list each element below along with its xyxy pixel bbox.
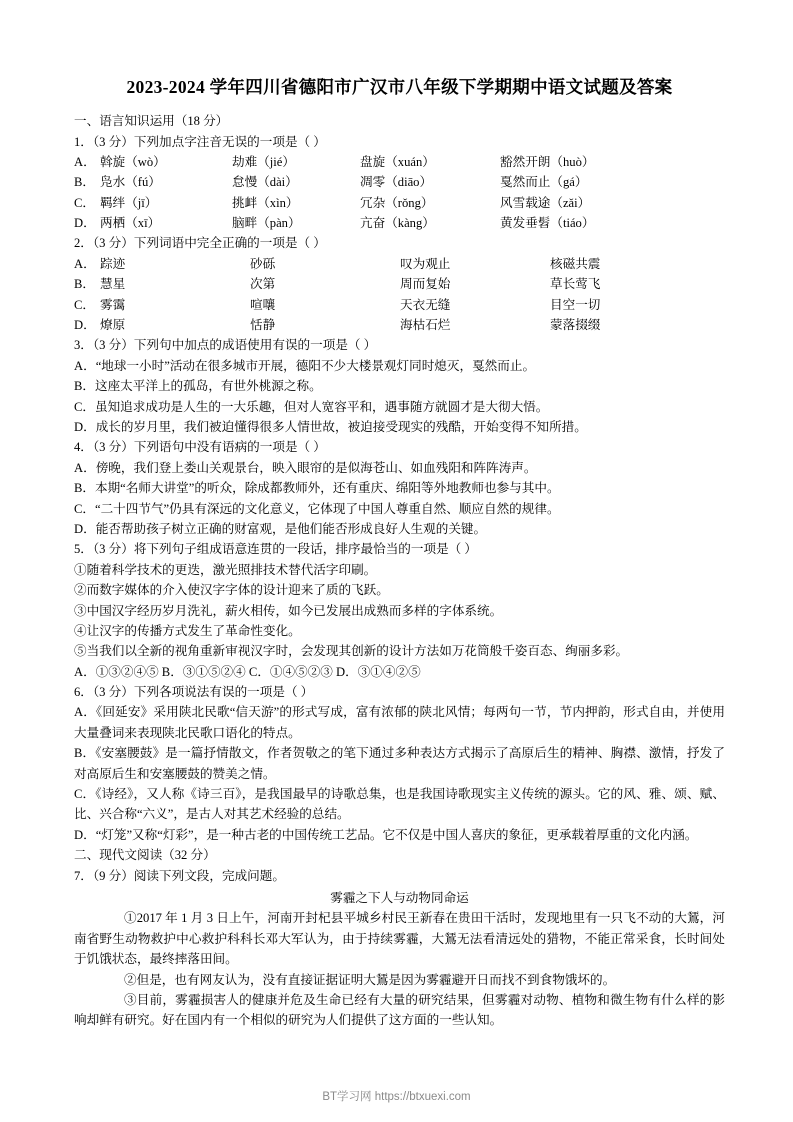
question-1-option-c: C． 羁绊（jī） 挑衅（xìn） 冗杂（rǒng） 风雪载途（zǎi） [74, 195, 591, 210]
question-5-item-3: ③中国汉字经历岁月洗礼，薪火相传，如今已发展出成熟而多样的字体系统。 [74, 603, 503, 618]
question-6-stem: 6．（3 分）下列各项说法有误的一项是（ ） [74, 685, 314, 700]
question-1-option-b: B． 凫水（fú） 怠慢（dài） 凋零（diāo） 戛然而止（gá） [74, 175, 588, 190]
question-2-option-b: B． 慧星 次第 周而复始 草长莺飞 [74, 277, 601, 292]
passage-paragraph-2: ②但是，也有网友认为，没有直接证据证明大鵟是因为雾霾避开日而找不到食物饿坏的。 [124, 972, 616, 987]
question-4-option-b: B．本期“名师大讲堂”的听众，除成都教师外，还有重庆、绵阳等外地教师也参与其中。 [74, 481, 560, 496]
question-1-option-a: A． 斡旋（wò） 劫难（jié） 盘旋（xuán） 豁然开朗（huò） [74, 154, 595, 169]
question-2-option-d: D． 燎原 恬静 海枯石烂 蒙落掇缀 [74, 318, 601, 333]
question-6-option-b: B．《安塞腰鼓》是一篇抒情散文，作者贺敬之的笔下通过多种表达方式揭示了高原后生的精神、胸襟、激情，抒发了对高原后生和安塞腰鼓的赞美之情。 [74, 746, 725, 781]
question-4-option-c: C．“二十四节气”仍具有深远的文化意义，它体现了中国人尊重自然、顺应自然的规律。 [74, 501, 560, 516]
page-title: 2023-2024 学年四川省德阳市广汉市八年级下学期期中语文试题及答案 [126, 77, 673, 97]
question-5-answer-choices: A．①③②④⑤ B．③①⑤②④ C．①④⑤②③ D．③①④②⑤ [74, 664, 421, 679]
question-3-option-b: B．这座太平洋上的孤岛，有世外桃源之称。 [74, 379, 322, 394]
question-3-stem: 3．（3 分）下列句中加点的成语使用有误的一项是（ ） [74, 338, 377, 353]
section-heading-2: 二、现代文阅读（32 分） [74, 848, 216, 863]
passage-paragraph-3: ③目前，雾霾损害人的健康并危及生命已经有大量的研究结果，但雾霾对动物、植物和微生物有什么样的影响却鲜有研究。好在国内有一个相似的研究为人们提供了这方面的一些认知。 [74, 992, 725, 1028]
question-2-option-a: A． 踪迹 砂砾 叹为观止 核磁共震 [74, 256, 601, 271]
question-7-stem: 7．（9 分）阅读下列文段，完成问题。 [74, 868, 285, 883]
question-3-option-c: C．虽知追求成功是人生的一大乐趣，但对人宽容平和，遇事随方就圆才是大彻大悟。 [74, 399, 549, 414]
section-heading-1: 一、语言知识运用（18 分） [74, 114, 229, 129]
question-1-stem: 1．（3 分）下列加点字注音无误的一项是（ ） [74, 134, 326, 149]
page-footer: BT学习网 https://btxuexi.com [322, 1091, 471, 1103]
question-6-option-a: A．《回延安》采用陕北民歌“信天游”的形式写成，富有浓郁的陕北风情；每两句一节，节内押韵，形式自由，并使用大量叠词来表现陕北民歌口语化的特点。 [74, 705, 725, 740]
question-1-option-d: D． 两栖（xī） 脑畔（pàn） 亢奋（kàng） 黄发垂髫（tiáo） [74, 216, 595, 231]
question-5-item-5: ⑤当我们以全新的视角重新审视汉字时，会发现其创新的设计方法如万花筒般千姿百态、绚丽多彩。 [74, 644, 629, 659]
question-3-option-d: D．成长的岁月里，我们被迫懂得很多人情世故，被迫接受现实的残酷，开始变得不知所措。 [74, 419, 587, 434]
question-5-stem: 5．（3 分）将下列句子组成语意连贯的一段话，排序最恰当的一项是（ ） [74, 542, 477, 557]
question-5-item-2: ②而数字媒体的介入使汉字字体的设计迎来了质的飞跃。 [74, 583, 389, 598]
question-4-option-d: D．能否帮助孩子树立正确的财富观，是他们能否形成良好人生观的关键。 [74, 521, 487, 536]
question-4-stem: 4．（3 分）下列语句中没有语病的一项是（ ） [74, 440, 326, 455]
question-6-option-c: C．《诗经》，又人称《诗三百》，是我国最早的诗歌总集，也是我国诗歌现实主义传统的源头。它的风、雅、颂、赋、比、兴合称“六义”，是古人对其艺术经验的总结。 [74, 787, 725, 822]
question-2-stem: 2．（3 分）下列词语中完全正确的一项是（ ） [74, 236, 326, 251]
question-2-option-c: C． 雾霭 喧嚷 天衣无缝 目空一切 [74, 297, 601, 312]
passage-paragraph-1: ①2017 年 1 月 3 日上午，河南开封杞县平城乡村民王新春在贵田干活时，发现地里有一只飞不动的大鵟，河南省野生动物救护中心救护科科长邓大军认为，由于持续雾霾，大鵟无法看清远处的猎物，不能正常采食，长时间处于饥饿状态，最终摔落田间。 [74, 911, 725, 967]
passage-subtitle: 雾霾之下人与动物同命运 [330, 890, 469, 905]
question-6-option-d: D．“灯笼”又称“灯彩”，是一种古老的中国传统工艺品。它不仅是中国人喜庆的象征，更承载着厚重的文化内涵。 [74, 827, 698, 842]
question-3-option-a: A．“地球一小时”活动在很多城市开展，德阳不少大楼景观灯同时熄灭，戛然而止。 [74, 358, 536, 373]
question-5-item-1: ①随着科学技术的更迭，激光照排技术替代活字印刷。 [74, 562, 377, 577]
question-5-item-4: ④让汉字的传播方式发生了革命性变化。 [74, 623, 301, 638]
question-4-option-a: A．傍晚，我们登上娄山关观景台，映入眼帘的是似海苍山、如血残阳和阵阵涛声。 [74, 460, 537, 475]
